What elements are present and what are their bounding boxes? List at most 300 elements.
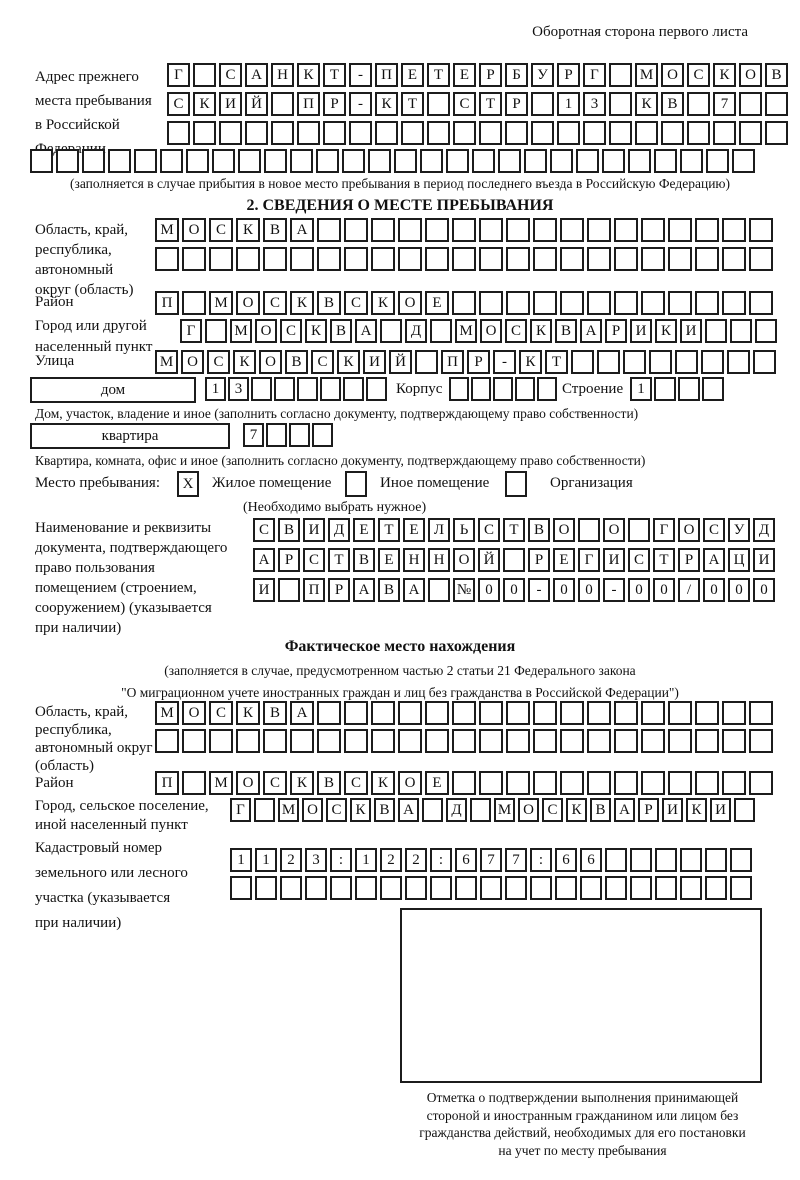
char-cell[interactable]: 3 <box>583 92 606 116</box>
char-cell[interactable]: Т <box>323 63 346 87</box>
char-cell[interactable] <box>722 771 746 795</box>
char-cell[interactable] <box>609 63 632 87</box>
char-cell[interactable]: О <box>603 518 625 542</box>
char-cell[interactable] <box>641 701 665 725</box>
char-cell[interactable] <box>427 121 450 145</box>
char-cell[interactable]: А <box>703 548 725 572</box>
char-cell[interactable]: О <box>739 63 762 87</box>
char-cell[interactable]: - <box>349 63 372 87</box>
char-cell[interactable] <box>263 247 287 271</box>
char-cell[interactable] <box>654 377 676 401</box>
char-cell[interactable] <box>271 121 294 145</box>
char-cell[interactable]: 1 <box>557 92 580 116</box>
char-cell[interactable] <box>609 121 632 145</box>
char-cell[interactable] <box>739 121 762 145</box>
char-cell[interactable] <box>680 149 703 173</box>
char-cell[interactable] <box>355 876 377 900</box>
char-cell[interactable] <box>182 247 206 271</box>
char-cell[interactable]: С <box>505 319 527 343</box>
char-cell[interactable] <box>505 121 528 145</box>
char-cell[interactable]: В <box>263 218 287 242</box>
char-cell[interactable] <box>730 319 752 343</box>
char-cell[interactable] <box>533 247 557 271</box>
char-cell[interactable] <box>722 291 746 315</box>
char-cell[interactable] <box>371 247 395 271</box>
char-cell[interactable]: К <box>371 771 395 795</box>
char-cell[interactable]: И <box>219 92 242 116</box>
char-cell[interactable]: К <box>305 319 327 343</box>
char-cell[interactable]: С <box>453 92 476 116</box>
char-cell[interactable] <box>182 729 206 753</box>
char-cell[interactable] <box>422 798 443 822</box>
char-cell[interactable]: 0 <box>478 578 500 602</box>
char-cell[interactable] <box>506 291 530 315</box>
char-cell[interactable] <box>264 149 287 173</box>
char-cell[interactable] <box>695 729 719 753</box>
char-cell[interactable] <box>255 876 277 900</box>
char-cell[interactable] <box>730 876 752 900</box>
char-cell[interactable]: 2 <box>405 848 427 872</box>
char-cell[interactable] <box>630 876 652 900</box>
char-cell[interactable]: К <box>236 701 260 725</box>
char-cell[interactable] <box>254 798 275 822</box>
char-cell[interactable] <box>560 247 584 271</box>
char-cell[interactable]: М <box>155 350 178 374</box>
char-cell[interactable]: С <box>253 518 275 542</box>
char-cell[interactable]: П <box>375 63 398 87</box>
char-cell[interactable] <box>609 92 632 116</box>
char-cell[interactable]: 0 <box>703 578 725 602</box>
char-cell[interactable] <box>655 848 677 872</box>
char-cell[interactable] <box>680 876 702 900</box>
char-cell[interactable]: Г <box>583 63 606 87</box>
char-cell[interactable] <box>702 377 724 401</box>
char-cell[interactable]: А <box>290 701 314 725</box>
char-cell[interactable] <box>471 377 491 401</box>
char-cell[interactable]: С <box>478 518 500 542</box>
char-cell[interactable]: Й <box>389 350 412 374</box>
char-cell[interactable]: Т <box>378 518 400 542</box>
char-cell[interactable]: К <box>236 218 260 242</box>
char-cell[interactable] <box>455 876 477 900</box>
char-cell[interactable]: С <box>344 291 368 315</box>
char-cell[interactable]: С <box>303 548 325 572</box>
char-cell[interactable]: К <box>350 798 371 822</box>
char-cell[interactable]: М <box>155 218 179 242</box>
char-cell[interactable] <box>209 247 233 271</box>
char-cell[interactable]: Г <box>578 548 600 572</box>
char-cell[interactable]: О <box>553 518 575 542</box>
char-cell[interactable]: - <box>528 578 550 602</box>
char-cell[interactable]: М <box>635 63 658 87</box>
char-cell[interactable] <box>452 729 476 753</box>
char-cell[interactable] <box>266 423 287 447</box>
char-cell[interactable]: Е <box>353 518 375 542</box>
char-cell[interactable]: И <box>253 578 275 602</box>
char-cell[interactable] <box>578 518 600 542</box>
char-cell[interactable] <box>680 848 702 872</box>
char-cell[interactable]: 1 <box>255 848 277 872</box>
char-cell[interactable] <box>430 319 452 343</box>
char-cell[interactable]: С <box>209 218 233 242</box>
char-cell[interactable]: О <box>182 701 206 725</box>
char-cell[interactable] <box>705 848 727 872</box>
char-cell[interactable]: П <box>155 771 179 795</box>
char-cell[interactable]: Е <box>553 548 575 572</box>
char-cell[interactable] <box>371 729 395 753</box>
char-cell[interactable] <box>425 247 449 271</box>
char-cell[interactable] <box>749 291 773 315</box>
char-cell[interactable] <box>498 149 521 173</box>
char-cell[interactable] <box>560 771 584 795</box>
char-cell[interactable] <box>722 701 746 725</box>
char-cell[interactable]: 1 <box>205 377 226 401</box>
char-cell[interactable]: М <box>230 319 252 343</box>
char-cell[interactable] <box>734 798 755 822</box>
char-cell[interactable] <box>749 729 773 753</box>
char-cell[interactable]: 7 <box>480 848 502 872</box>
char-cell[interactable] <box>425 218 449 242</box>
char-cell[interactable] <box>479 729 503 753</box>
char-cell[interactable]: К <box>375 92 398 116</box>
char-cell[interactable]: Р <box>638 798 659 822</box>
char-cell[interactable]: К <box>530 319 552 343</box>
char-cell[interactable]: О <box>259 350 282 374</box>
char-cell[interactable] <box>641 291 665 315</box>
char-cell[interactable]: Р <box>505 92 528 116</box>
char-cell[interactable] <box>263 729 287 753</box>
char-cell[interactable]: : <box>530 848 552 872</box>
char-cell[interactable] <box>182 771 206 795</box>
char-cell[interactable]: Р <box>323 92 346 116</box>
char-cell[interactable]: В <box>590 798 611 822</box>
char-cell[interactable] <box>472 149 495 173</box>
char-cell[interactable]: В <box>278 518 300 542</box>
char-cell[interactable] <box>278 578 300 602</box>
char-cell[interactable] <box>506 218 530 242</box>
char-cell[interactable]: К <box>655 319 677 343</box>
char-cell[interactable] <box>506 247 530 271</box>
char-cell[interactable]: М <box>455 319 477 343</box>
char-cell[interactable] <box>533 291 557 315</box>
char-cell[interactable] <box>479 121 502 145</box>
char-cell[interactable] <box>375 121 398 145</box>
char-cell[interactable]: 7 <box>713 92 736 116</box>
char-cell[interactable] <box>452 701 476 725</box>
char-cell[interactable]: 6 <box>555 848 577 872</box>
checkbox-organization[interactable] <box>505 471 527 497</box>
char-cell[interactable] <box>533 701 557 725</box>
char-cell[interactable] <box>186 149 209 173</box>
char-cell[interactable]: Л <box>428 518 450 542</box>
char-cell[interactable] <box>722 247 746 271</box>
char-cell[interactable] <box>398 218 422 242</box>
char-cell[interactable] <box>430 876 452 900</box>
char-cell[interactable]: 2 <box>380 848 402 872</box>
char-cell[interactable] <box>479 218 503 242</box>
char-cell[interactable]: Д <box>446 798 467 822</box>
char-cell[interactable] <box>749 218 773 242</box>
char-cell[interactable] <box>344 701 368 725</box>
char-cell[interactable]: Г <box>180 319 202 343</box>
char-cell[interactable] <box>503 548 525 572</box>
char-cell[interactable] <box>297 121 320 145</box>
char-cell[interactable] <box>449 377 469 401</box>
char-cell[interactable] <box>628 149 651 173</box>
char-cell[interactable]: Р <box>557 63 580 87</box>
char-cell[interactable] <box>557 121 580 145</box>
char-cell[interactable] <box>695 771 719 795</box>
char-cell[interactable]: К <box>371 291 395 315</box>
char-cell[interactable] <box>614 247 638 271</box>
char-cell[interactable] <box>641 771 665 795</box>
char-cell[interactable]: Р <box>467 350 490 374</box>
char-cell[interactable]: У <box>531 63 554 87</box>
char-cell[interactable]: Б <box>505 63 528 87</box>
char-cell[interactable] <box>82 149 105 173</box>
char-cell[interactable]: А <box>245 63 268 87</box>
char-cell[interactable] <box>560 729 584 753</box>
char-cell[interactable]: В <box>330 319 352 343</box>
char-cell[interactable] <box>506 729 530 753</box>
char-cell[interactable]: Т <box>328 548 350 572</box>
char-cell[interactable] <box>398 701 422 725</box>
char-cell[interactable] <box>706 149 729 173</box>
char-cell[interactable]: Т <box>479 92 502 116</box>
char-cell[interactable]: А <box>253 548 275 572</box>
char-cell[interactable] <box>614 701 638 725</box>
char-cell[interactable] <box>425 701 449 725</box>
char-cell[interactable] <box>727 350 750 374</box>
char-cell[interactable]: 0 <box>628 578 650 602</box>
char-cell[interactable] <box>506 771 530 795</box>
char-cell[interactable] <box>695 291 719 315</box>
char-cell[interactable]: И <box>630 319 652 343</box>
char-cell[interactable] <box>205 319 227 343</box>
char-cell[interactable] <box>274 377 295 401</box>
char-cell[interactable]: 0 <box>728 578 750 602</box>
char-cell[interactable]: Д <box>405 319 427 343</box>
char-cell[interactable]: С <box>263 291 287 315</box>
char-cell[interactable] <box>655 876 677 900</box>
char-cell[interactable]: 1 <box>630 377 652 401</box>
char-cell[interactable] <box>755 319 777 343</box>
char-cell[interactable] <box>344 218 368 242</box>
char-cell[interactable]: О <box>182 218 206 242</box>
char-cell[interactable]: С <box>280 319 302 343</box>
char-cell[interactable] <box>695 701 719 725</box>
char-cell[interactable]: Й <box>478 548 500 572</box>
char-cell[interactable]: С <box>219 63 242 87</box>
char-cell[interactable] <box>245 121 268 145</box>
char-cell[interactable]: М <box>278 798 299 822</box>
char-cell[interactable] <box>641 218 665 242</box>
char-cell[interactable] <box>344 729 368 753</box>
char-cell[interactable]: Н <box>403 548 425 572</box>
char-cell[interactable] <box>193 121 216 145</box>
char-cell[interactable]: М <box>494 798 515 822</box>
char-cell[interactable]: О <box>678 518 700 542</box>
char-cell[interactable] <box>493 377 513 401</box>
char-cell[interactable]: А <box>290 218 314 242</box>
char-cell[interactable] <box>515 377 535 401</box>
char-cell[interactable]: : <box>330 848 352 872</box>
char-cell[interactable] <box>661 121 684 145</box>
char-cell[interactable]: С <box>167 92 190 116</box>
char-cell[interactable] <box>576 149 599 173</box>
char-cell[interactable] <box>56 149 79 173</box>
char-cell[interactable]: В <box>378 578 400 602</box>
char-cell[interactable] <box>452 247 476 271</box>
char-cell[interactable]: С <box>344 771 368 795</box>
char-cell[interactable] <box>182 291 206 315</box>
char-cell[interactable]: И <box>680 319 702 343</box>
char-cell[interactable]: К <box>337 350 360 374</box>
char-cell[interactable]: № <box>453 578 475 602</box>
char-cell[interactable]: 0 <box>553 578 575 602</box>
char-cell[interactable]: Е <box>425 771 449 795</box>
char-cell[interactable]: Г <box>653 518 675 542</box>
char-cell[interactable] <box>614 729 638 753</box>
char-cell[interactable]: К <box>297 63 320 87</box>
char-cell[interactable]: К <box>686 798 707 822</box>
char-cell[interactable]: Й <box>245 92 268 116</box>
char-cell[interactable] <box>560 701 584 725</box>
char-cell[interactable]: С <box>311 350 334 374</box>
char-cell[interactable]: К <box>635 92 658 116</box>
char-cell[interactable] <box>695 247 719 271</box>
char-cell[interactable]: О <box>453 548 475 572</box>
char-cell[interactable] <box>614 291 638 315</box>
char-cell[interactable] <box>219 121 242 145</box>
char-cell[interactable]: 7 <box>243 423 264 447</box>
char-cell[interactable] <box>630 848 652 872</box>
char-cell[interactable] <box>480 876 502 900</box>
char-cell[interactable]: П <box>441 350 464 374</box>
char-cell[interactable] <box>580 876 602 900</box>
char-cell[interactable]: 6 <box>455 848 477 872</box>
char-cell[interactable]: Р <box>678 548 700 572</box>
char-cell[interactable]: К <box>519 350 542 374</box>
char-cell[interactable]: 3 <box>305 848 327 872</box>
char-cell[interactable]: М <box>155 701 179 725</box>
char-cell[interactable] <box>587 218 611 242</box>
char-cell[interactable] <box>687 92 710 116</box>
char-cell[interactable] <box>654 149 677 173</box>
char-cell[interactable]: Р <box>328 578 350 602</box>
char-cell[interactable]: Ь <box>453 518 475 542</box>
char-cell[interactable] <box>317 218 341 242</box>
char-cell[interactable] <box>749 701 773 725</box>
char-cell[interactable]: Е <box>403 518 425 542</box>
char-cell[interactable] <box>425 729 449 753</box>
char-cell[interactable]: С <box>628 548 650 572</box>
char-cell[interactable] <box>531 121 554 145</box>
char-cell[interactable] <box>134 149 157 173</box>
char-cell[interactable]: А <box>355 319 377 343</box>
char-cell[interactable]: 1 <box>230 848 252 872</box>
char-cell[interactable]: П <box>297 92 320 116</box>
char-cell[interactable]: С <box>263 771 287 795</box>
char-cell[interactable] <box>380 876 402 900</box>
char-cell[interactable] <box>470 798 491 822</box>
char-cell[interactable] <box>668 247 692 271</box>
char-cell[interactable] <box>678 377 700 401</box>
char-cell[interactable] <box>753 350 776 374</box>
char-cell[interactable] <box>531 92 554 116</box>
char-cell[interactable]: : <box>430 848 452 872</box>
char-cell[interactable]: / <box>678 578 700 602</box>
char-cell[interactable]: В <box>353 548 375 572</box>
char-cell[interactable] <box>371 218 395 242</box>
char-cell[interactable]: В <box>374 798 395 822</box>
char-cell[interactable] <box>587 701 611 725</box>
char-cell[interactable]: О <box>236 291 260 315</box>
char-cell[interactable] <box>371 701 395 725</box>
checkbox-residential[interactable]: X <box>177 471 199 497</box>
char-cell[interactable]: С <box>209 701 233 725</box>
char-cell[interactable] <box>420 149 443 173</box>
char-cell[interactable] <box>479 701 503 725</box>
char-cell[interactable] <box>323 121 346 145</box>
char-cell[interactable]: У <box>728 518 750 542</box>
char-cell[interactable]: И <box>603 548 625 572</box>
char-cell[interactable]: Т <box>427 63 450 87</box>
char-cell[interactable]: И <box>662 798 683 822</box>
char-cell[interactable] <box>452 771 476 795</box>
char-cell[interactable]: Д <box>328 518 350 542</box>
char-cell[interactable] <box>533 771 557 795</box>
char-cell[interactable] <box>452 291 476 315</box>
char-cell[interactable] <box>587 771 611 795</box>
char-cell[interactable]: О <box>236 771 260 795</box>
char-cell[interactable] <box>668 771 692 795</box>
char-cell[interactable]: 7 <box>505 848 527 872</box>
char-cell[interactable] <box>160 149 183 173</box>
char-cell[interactable]: Р <box>605 319 627 343</box>
char-cell[interactable] <box>479 247 503 271</box>
char-cell[interactable]: К <box>290 291 314 315</box>
char-cell[interactable] <box>701 350 724 374</box>
char-cell[interactable] <box>641 247 665 271</box>
char-cell[interactable] <box>212 149 235 173</box>
char-cell[interactable] <box>289 423 310 447</box>
char-cell[interactable]: И <box>303 518 325 542</box>
char-cell[interactable] <box>446 149 469 173</box>
char-cell[interactable] <box>605 848 627 872</box>
char-cell[interactable] <box>649 350 672 374</box>
char-cell[interactable]: К <box>290 771 314 795</box>
char-cell[interactable]: Е <box>401 63 424 87</box>
char-cell[interactable]: О <box>398 771 422 795</box>
char-cell[interactable] <box>398 729 422 753</box>
char-cell[interactable] <box>236 247 260 271</box>
char-cell[interactable]: В <box>765 63 788 87</box>
char-cell[interactable]: Р <box>479 63 502 87</box>
char-cell[interactable] <box>155 729 179 753</box>
char-cell[interactable] <box>415 350 438 374</box>
char-cell[interactable]: И <box>363 350 386 374</box>
char-cell[interactable] <box>30 149 53 173</box>
char-cell[interactable] <box>394 149 417 173</box>
char-cell[interactable] <box>251 377 272 401</box>
char-cell[interactable] <box>635 121 658 145</box>
char-cell[interactable] <box>316 149 339 173</box>
char-cell[interactable]: Н <box>271 63 294 87</box>
char-cell[interactable]: 6 <box>580 848 602 872</box>
char-cell[interactable]: К <box>713 63 736 87</box>
char-cell[interactable]: Т <box>401 92 424 116</box>
